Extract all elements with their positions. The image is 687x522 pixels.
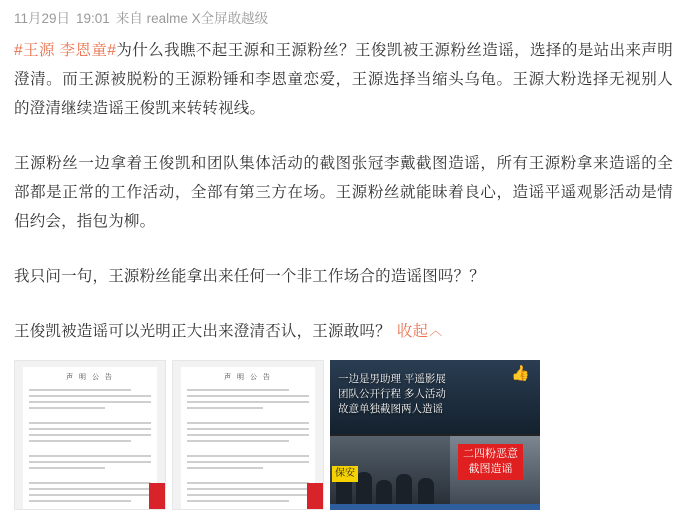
post-paragraph-2 <box>14 149 673 236</box>
red-label-line-1: 二四粉恶意 <box>463 448 518 460</box>
paragraph-4-text: 王俊凯被造谣可以光明正大出来澄清否认，王源敢吗？ <box>14 323 391 340</box>
caption-line-3: 故意单独截图两人造谣 <box>338 403 443 415</box>
collapse-label: 收起 <box>396 323 429 340</box>
post-meta <box>14 10 673 28</box>
paragraph-2-text: 王源粉丝一边拿着王俊凯和团队集体活动的截图张冠李戴截图造谣，所有王源粉拿来造谣的全部都是正常的工作活动，全部有第三方在场。王源粉丝就能昧着良心，造谣平遥观影活动是情侣约会，指包为柳。 <box>14 155 673 230</box>
post-body <box>14 36 673 346</box>
paragraph-3-text: 我只问一句，王源粉丝能拿出来任何一个非工作场合的造谣图吗？？ <box>14 268 486 285</box>
document-screenshot-2[interactable] <box>172 360 324 510</box>
caption-line-2: 团队公开行程 多人活动 <box>338 388 446 400</box>
thumbs-up-icon: 👍 <box>511 365 530 382</box>
document-screenshot-1[interactable] <box>14 360 166 510</box>
post-paragraph-1 <box>14 36 673 123</box>
composite-screenshot-3[interactable] <box>330 360 540 510</box>
security-tag: 保安 <box>332 466 358 482</box>
document-title-1: 声 明 公 告 <box>66 374 114 381</box>
collapse-button[interactable] <box>397 323 443 340</box>
post-paragraph-3 <box>14 262 673 291</box>
document-seal-1 <box>149 483 165 509</box>
red-label-line-2: 截图造谣 <box>468 463 513 475</box>
crowd-photo <box>330 436 450 510</box>
document-page-1 <box>23 367 157 509</box>
photo-bottom-strip <box>330 504 540 510</box>
post-image-grid <box>0 360 687 510</box>
post-date: 11月29日 <box>14 11 71 26</box>
document-title-2: 声 明 公 告 <box>224 374 272 381</box>
document-seal-2 <box>307 483 323 509</box>
chevron-up-icon: ︿ <box>429 323 443 338</box>
post-source: 来自 realme X全屏敢越级 <box>115 11 269 26</box>
photo-top <box>330 360 540 434</box>
caption-line-1: 一边是男助理 平遥影展 <box>338 373 446 385</box>
paragraph-1-text: 为什么我瞧不起王源和王源粉丝？王俊凯被王源粉丝造谣，选择的是站出来声明澄清。而王源被脱粉的王源粉锤和李恩童恋爱，王源选择当缩头乌龟。王源大粉选择无视别人的澄清继续造谣王俊凯来转转视线。 <box>14 42 673 117</box>
document-text-lines-1 <box>29 389 151 510</box>
document-page-2 <box>181 367 315 509</box>
red-caption-label <box>458 444 523 480</box>
photo-top-caption <box>338 372 446 417</box>
photo-bottom <box>330 436 540 510</box>
hashtag-link[interactable]: #王源 李恩童# <box>14 42 117 59</box>
document-text-lines-2 <box>187 389 309 510</box>
post-time: 19:01 <box>76 11 110 26</box>
post-paragraph-4 <box>14 317 673 346</box>
